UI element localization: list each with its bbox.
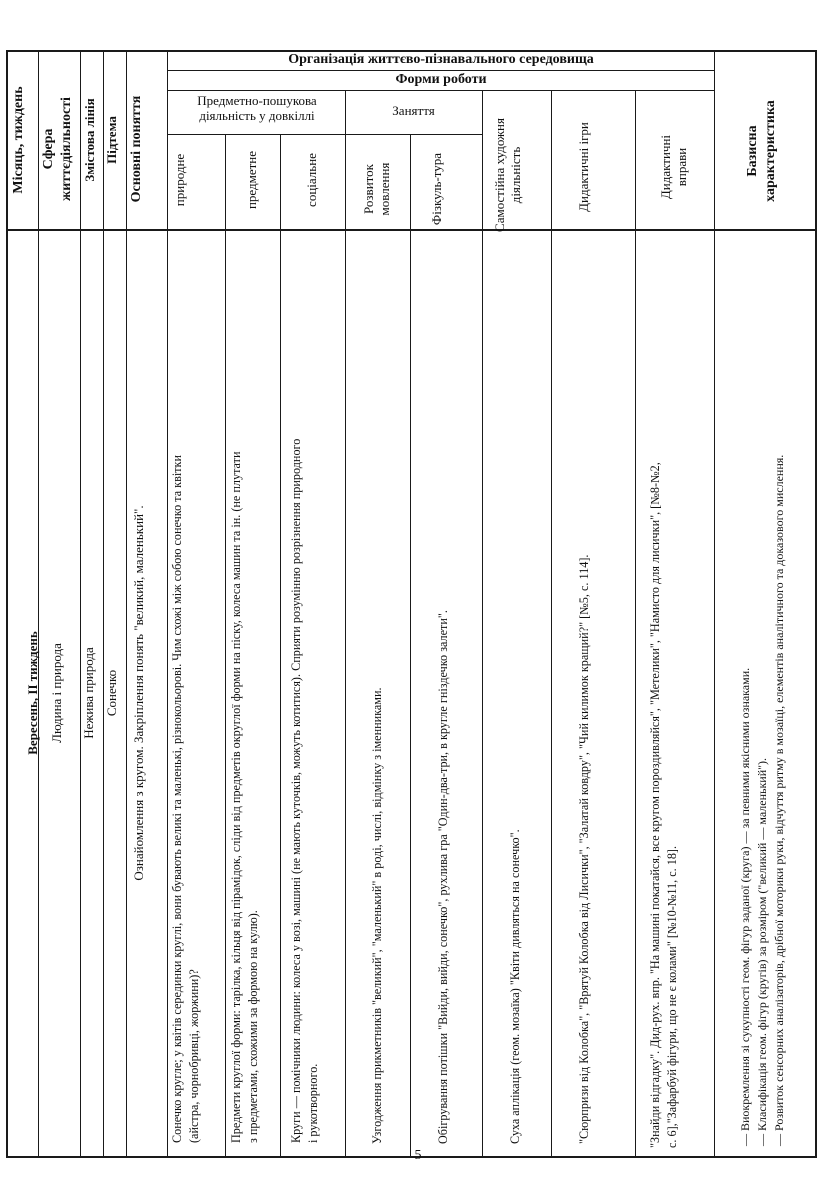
- physical-culture-value: Обігрування потішки "Вийди, вийди, сонечко", рухлива гра "Один-два-три, в кругле гніздечко залети".: [436, 610, 450, 1144]
- header-row-divider: [167, 70, 715, 71]
- table-border: [6, 50, 8, 1158]
- table-border: [815, 50, 817, 1158]
- header-row-divider: [167, 90, 715, 91]
- header-organization: Організація життєво-пізнавального середовища: [288, 52, 594, 67]
- header-speech-development: Розвиток мовлення: [361, 162, 392, 216]
- column-divider: [551, 90, 552, 1158]
- header-didactic-exercises: Дидактичні вправи: [658, 134, 689, 200]
- header-classes: Заняття: [392, 103, 435, 118]
- header-subtopic: Підтема: [104, 116, 119, 164]
- header-divider: [6, 229, 817, 231]
- didactic-games-value: "Сюрпризи від Колобка", "Врятуй Колобка від Лисички", "Залатай ковдру", "Чий килимок кращий?" [№5, с. 114].: [577, 554, 591, 1144]
- header-sphere: Сфера життєдіяльності: [41, 97, 74, 201]
- objective-value: Предмети круглої форми: тарілка, кільця від пірамідок, сліди від предметів округлої форми на піску, колеса машин та ін. (не плутати з предметами, схожими за формою на кулю).: [229, 451, 260, 1143]
- header-row-divider: [167, 134, 482, 135]
- column-divider: [635, 90, 636, 1158]
- column-divider: [714, 50, 715, 1158]
- basic-characteristic-value: — Виокремлення зі сукупності геом. фігур заданої (круга) — за певними якісними ознаками. — Класифікація геом. фігур (кругів) за розміром ("великий — маленький"). — Розвиток сенсорних аналізаторів, дрібної моторики руки, відчуття ритму в мозаїці, елементів аналітичного та доказового мислення.: [738, 454, 786, 1146]
- column-divider: [103, 50, 104, 1158]
- header-basic-characteristic: Базисна характеристика: [745, 100, 778, 202]
- column-divider: [167, 50, 168, 1158]
- header-natural: природне: [172, 153, 187, 207]
- header-objective: предметне: [244, 150, 259, 210]
- column-divider: [345, 90, 346, 1158]
- month-week-value: Вересень, II тиждень: [25, 631, 40, 755]
- subtopic-value: Сонечко: [104, 669, 119, 717]
- social-value: Круги — помічники людини: колеса у возі, машині (не мають куточків, можуть котитися). Сприяти розумінню розрізнення природного і рукотворного.: [289, 438, 320, 1143]
- independent-art-value: Суха аплікація (геом. мозаїка) "Квіти дивляться на сонечко".: [508, 829, 522, 1144]
- main-concepts-value: Ознайомлення з кругом. Закріплення понять "великий, маленький".: [131, 505, 146, 881]
- natural-value: Сонечко кругле; у квітів серединки круглі, вони бувають великі та маленькі, різнокольорові. Чим схожі між собою сонечко та квітки (айстра, чорнобривці, жоржини)?: [170, 455, 201, 1143]
- header-social: соціальне: [304, 153, 319, 207]
- didactic-exercises-value: "Знайди відгадку". Дид-рух. впр. "На машині покатайся, все кругом пороздивляйся", "Метелики", "Намисто для лисички", [№8-№2, с. 6],"Зафарбуй фігури, що не є колами" [№10-№11, с. 18].: [648, 462, 679, 1148]
- header-independent-art: Самостійна художня діяльність: [492, 118, 523, 232]
- sphere-value: Людина і природа: [49, 643, 64, 743]
- header-physical-culture: Фізкуль-тура: [429, 152, 444, 226]
- column-divider: [410, 134, 411, 1158]
- column-divider: [482, 90, 483, 1158]
- header-month-week: Місяць, тиждень: [11, 86, 26, 194]
- header-forms-of-work: Форми роботи: [395, 72, 487, 87]
- column-divider: [225, 134, 226, 1158]
- speech-development-value: Узгодження прикметників "великий", "маленький" в роді, числі, відмінку з іменниками.: [370, 687, 384, 1144]
- column-divider: [280, 134, 281, 1158]
- header-content-line: Змістова лінія: [82, 98, 97, 182]
- header-search-activity: Предметно-пошукова діяльність у довкіллі: [197, 93, 317, 123]
- column-divider: [126, 50, 127, 1158]
- column-divider: [80, 50, 81, 1158]
- content-line-value: Нежива природа: [81, 647, 96, 739]
- header-main-concepts: Основні поняття: [129, 95, 144, 203]
- header-didactic-games: Дидактичні ігри: [576, 122, 591, 212]
- page-number: 5: [414, 1148, 422, 1163]
